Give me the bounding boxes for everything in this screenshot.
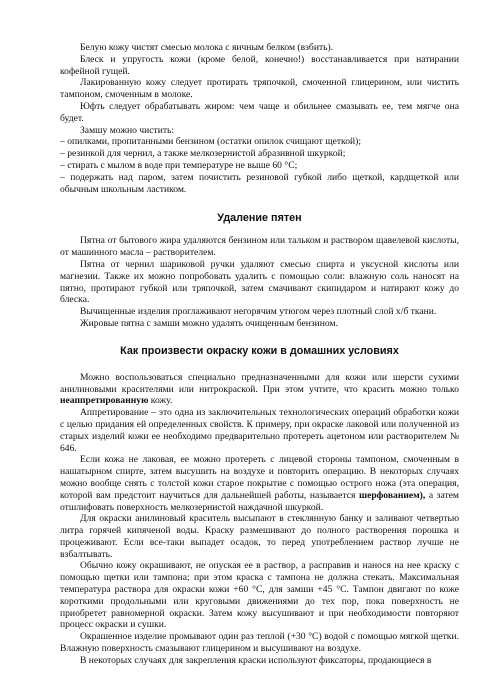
paragraph: Юфть следует обрабатывать жиром: чем чаще и обильнее смазывать ее, тем мягче она будет. <box>60 100 459 124</box>
paragraph: Жировые пятна с замши можно удалять очищенным бензином. <box>80 317 338 329</box>
paragraph: Обычно кожу окрашивают, не опуская ее в раствор, а расправив и нанося на нее краску с помощью щетки или тампона; при этом краска с тампона не должна стекать. Максимальная температура раствора для окраски кожи +60 °С, для замши +45 °С. Тампон двигают по коже короткими продольными или круговыми движениями до тех пор, пока поверхность не приобретет равномерной окраски. Затем кожу высушивают и при необходимости повторяют процесс окраски и сушки. <box>60 560 459 631</box>
paragraph: Белую кожу чистят смесью молока с яичным белком (взбить). <box>80 42 334 53</box>
paragraph: Пятна от чернил шариковой ручки удаляют смесью спирта и уксусной кислоты или магнезии. Также их можно попробовать удалить с помощью соли: влажную соль наносят на пятно, протирают губкой или тряпочкой, затем смачивают скипидаром и натирают кожу до блеска. <box>60 258 459 306</box>
text-run: Если кожа не лаковая, ее можно протереть с лицевой стороны тампоном, смоченным в нашатырном спирте, затем высушить на воздухе и повторить операцию. В некоторых случаях можно вообще снять с толстой кожи старое покрытие с помощью острого ножа (эта операция, которой вам предстоит научиться для дальнейшей работы, называется <box>60 454 459 501</box>
list-item: – стирать с мылом в воде при температуре не выше 60 °С; <box>60 159 298 171</box>
section-heading-stains: Удаление пятен <box>217 212 302 225</box>
text-run: а затем отшлифовать поверхность мелкозернистой наждачной шкуркой. <box>60 489 459 513</box>
page-content <box>60 42 459 667</box>
paragraph: В некоторых случаях для закрепления краски используют фиксаторы, продающиеся в <box>80 654 432 666</box>
paragraph: Блеск и упругость кожи (кроме белой, конечно!) восстанавливается при натирании кофейной гущей. <box>60 53 459 77</box>
text-run: кожу. <box>148 395 173 407</box>
paragraph <box>60 454 459 513</box>
list-item: – опилками, пропитанными бензином (остатки опилок счищают щеткой); <box>60 136 362 148</box>
bold-term: шерфованием), <box>358 489 426 501</box>
paragraph: Для окраски анилиновый краситель высыпают в стеклянную банку и заливают четвертью литра горячей кипяченой воды. Краску размешивают до полного растворения порошка и процеживают. Если все-таки выпадет осадок, то перед употреблением раствор лучше не взбалтывать. <box>60 513 459 560</box>
suede-intro: Замшу можно чистить: <box>80 124 175 136</box>
paragraph: Аппретирование – это одна из заключительных технологических операций обработки кожи с целью придания ей определенных свойств. К примеру, при окраске лаковой или полученной из старых изделий кожи ее необходимо предварительно протереть ацетоном или растворителем № 646. <box>60 407 459 454</box>
paragraph: Вычищенные изделия проглаживают негорячим утюгом через плотный слой х/б ткани. <box>80 306 437 318</box>
paragraph <box>60 372 459 407</box>
paragraph: Окрашенное изделие промывают один раз теплой (+30 °С) водой с помощью мягкой щетки. Влажную поверхность смазывают глицерином и высушивают на воздухе. <box>60 631 459 655</box>
list-item: – резинкой для чернил, а также мелкозернистой абразивной шкуркой; <box>60 148 346 160</box>
section-heading-dyeing: Как произвести окраску кожи в домашних условиях <box>120 344 399 357</box>
list-item: – подержать над паром, затем почистить резиновой губкой либо щеткой, кардщеткой или обычным школьным ластиком. <box>60 171 459 195</box>
text-run: Можно воспользоваться специально предназначенными для кожи или шерсти сухими анилиновыми красителями или нитрокраской. При этом учтите, что красить можно только <box>60 371 459 395</box>
paragraph: Лакированную кожу следует протирать тряпочкой, смоченной глицерином, или чистить тампоном, смоченным в молоке. <box>60 77 459 101</box>
bold-term: неаппретированную <box>60 395 149 407</box>
paragraph: Пятна от бытового жира удаляются бензином или тальком и раствором щавелевой кислоты, от машинного масла – растворителем. <box>60 235 459 259</box>
